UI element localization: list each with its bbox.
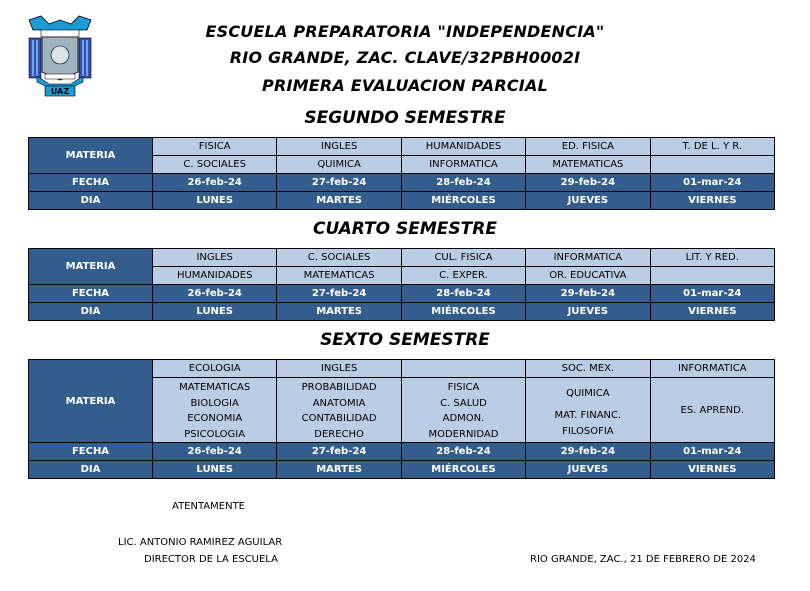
subject-cell: INFORMATICA <box>526 249 650 267</box>
table-row <box>29 360 775 378</box>
subject-cell: INGLES <box>277 360 401 378</box>
subject-cell: OR. EDUCATIVA <box>526 267 650 285</box>
subject-cell: INGLES <box>153 249 277 267</box>
subject-line: PSICOLOGIA <box>184 428 246 440</box>
fecha-label: FECHA <box>29 285 153 303</box>
day-cell: VIERNES <box>650 192 774 210</box>
date-cell: 28-feb-24 <box>401 174 525 192</box>
date-cell: 01-mar-24 <box>650 285 774 303</box>
subject-cell: C. EXPER. <box>401 267 525 285</box>
subject-cell: INFORMATICA <box>401 156 525 174</box>
subject-cell: FISICA <box>153 138 277 156</box>
day-cell: JUEVES <box>526 303 650 321</box>
table-row <box>29 249 775 267</box>
subject-line: ECONOMIA <box>187 413 243 424</box>
day-cell: LUNES <box>153 192 277 210</box>
subject-line: BIOLOGIA <box>190 397 239 409</box>
date-cell: 28-feb-24 <box>401 443 525 461</box>
subject-cell: C. SOCIALES <box>153 156 277 174</box>
subject-cell <box>650 267 774 285</box>
subject-line: MAT. FINANC. <box>554 410 622 421</box>
school-location: RIO GRANDE, ZAC. CLAVE/32PBH0002I <box>229 48 581 67</box>
date-cell: 29-feb-24 <box>526 174 650 192</box>
date-cell: 29-feb-24 <box>526 443 650 461</box>
signer-title: DIRECTOR DE LA ESCUELA <box>144 554 278 565</box>
schedule-table-segundo <box>28 137 775 210</box>
subject-cell: INGLES <box>277 138 401 156</box>
day-cell: VIERNES <box>650 303 774 321</box>
date-cell: 28-feb-24 <box>401 285 525 303</box>
date-cell: 29-feb-24 <box>526 285 650 303</box>
table-row <box>29 192 775 210</box>
table-row <box>29 138 775 156</box>
schedule-table-cuarto <box>28 248 775 321</box>
fecha-label: FECHA <box>29 174 153 192</box>
subject-line: QUIMICA <box>566 388 610 399</box>
subject-line: FILOSOFIA <box>562 425 614 437</box>
subject-line: MATEMATICAS <box>179 382 251 393</box>
day-cell: LUNES <box>153 461 277 479</box>
subject-cell: QUIMICA <box>277 156 401 174</box>
subject-line: PROBABILIDAD <box>301 382 377 393</box>
subject-line: DERECHO <box>314 428 364 440</box>
signer-name: LIC. ANTONIO RAMIREZ AGUILAR <box>118 537 283 548</box>
day-cell: MARTES <box>277 461 401 479</box>
materia-label: MATERIA <box>29 249 153 285</box>
table-row <box>29 174 775 192</box>
subject-line: MODERNIDAD <box>428 428 499 440</box>
date-cell: 26-feb-24 <box>153 285 277 303</box>
subject-line: C. SALUD <box>440 397 487 409</box>
subject-line: FISICA <box>447 382 480 393</box>
day-cell: VIERNES <box>650 461 774 479</box>
table-row <box>29 461 775 479</box>
materia-label: MATERIA <box>29 360 153 443</box>
day-cell: LUNES <box>153 303 277 321</box>
place-date: RIO GRANDE, ZAC., 21 DE FEBRERO DE 2024 <box>530 554 756 565</box>
day-cell: MIÉRCOLES <box>401 461 525 479</box>
subject-cell: MATEMATICAS <box>526 156 650 174</box>
subject-cell: MATEMATICAS <box>277 267 401 285</box>
subject-cell: SOC. MEX. <box>526 360 650 378</box>
materia-label: MATERIA <box>29 138 153 174</box>
subject-cell: HUMANIDADES <box>153 267 277 285</box>
dia-label: DIA <box>29 461 153 479</box>
svg-text:UAZ: UAZ <box>50 87 70 96</box>
subject-cell <box>153 378 277 443</box>
date-cell: 26-feb-24 <box>153 174 277 192</box>
subject-cell: LIT. Y RED. <box>650 249 774 267</box>
subject-cell: ES. APREND. <box>650 378 774 443</box>
day-cell: MARTES <box>277 303 401 321</box>
subject-cell: HUMANIDADES <box>401 138 525 156</box>
subject-cell <box>401 378 525 443</box>
date-cell: 27-feb-24 <box>277 285 401 303</box>
schedule-table-sexto <box>28 359 775 479</box>
date-cell: 27-feb-24 <box>277 174 401 192</box>
fecha-label: FECHA <box>29 443 153 461</box>
table-row <box>29 303 775 321</box>
dia-label: DIA <box>29 303 153 321</box>
subject-line: ANATOMIA <box>312 397 366 409</box>
dia-label: DIA <box>29 192 153 210</box>
date-cell: 01-mar-24 <box>650 174 774 192</box>
day-cell: MIÉRCOLES <box>401 303 525 321</box>
subject-cell: ED. FISICA <box>526 138 650 156</box>
day-cell: MARTES <box>277 192 401 210</box>
day-cell: JUEVES <box>526 192 650 210</box>
subject-cell <box>277 378 401 443</box>
subject-cell <box>401 360 525 378</box>
subject-cell: ECOLOGIA <box>153 360 277 378</box>
table-row <box>29 285 775 303</box>
table-row <box>29 443 775 461</box>
subject-cell: CUL. FISICA <box>401 249 525 267</box>
semester-title-segundo: SEGUNDO SEMESTRE <box>304 108 506 128</box>
subject-cell <box>650 156 774 174</box>
evaluation-title: PRIMERA EVALUACION PARCIAL <box>262 76 548 95</box>
date-cell: 26-feb-24 <box>153 443 277 461</box>
semester-title-cuarto: CUARTO SEMESTRE <box>313 219 497 239</box>
date-cell: 27-feb-24 <box>277 443 401 461</box>
day-cell: MIÉRCOLES <box>401 192 525 210</box>
closing-text: ATENTAMENTE <box>172 501 245 512</box>
semester-title-sexto: SEXTO SEMESTRE <box>320 330 490 350</box>
subject-cell: INFORMATICA <box>650 360 774 378</box>
day-cell: JUEVES <box>526 461 650 479</box>
school-name: ESCUELA PREPARATORIA "INDEPENDENCIA" <box>205 22 605 41</box>
subject-line: CONTABILIDAD <box>301 413 377 424</box>
subject-cell: T. DE L. Y R. <box>650 138 774 156</box>
subject-cell: C. SOCIALES <box>277 249 401 267</box>
subject-cell <box>526 378 650 443</box>
subject-line: ADMON. <box>442 413 485 424</box>
date-cell: 01-mar-24 <box>650 443 774 461</box>
